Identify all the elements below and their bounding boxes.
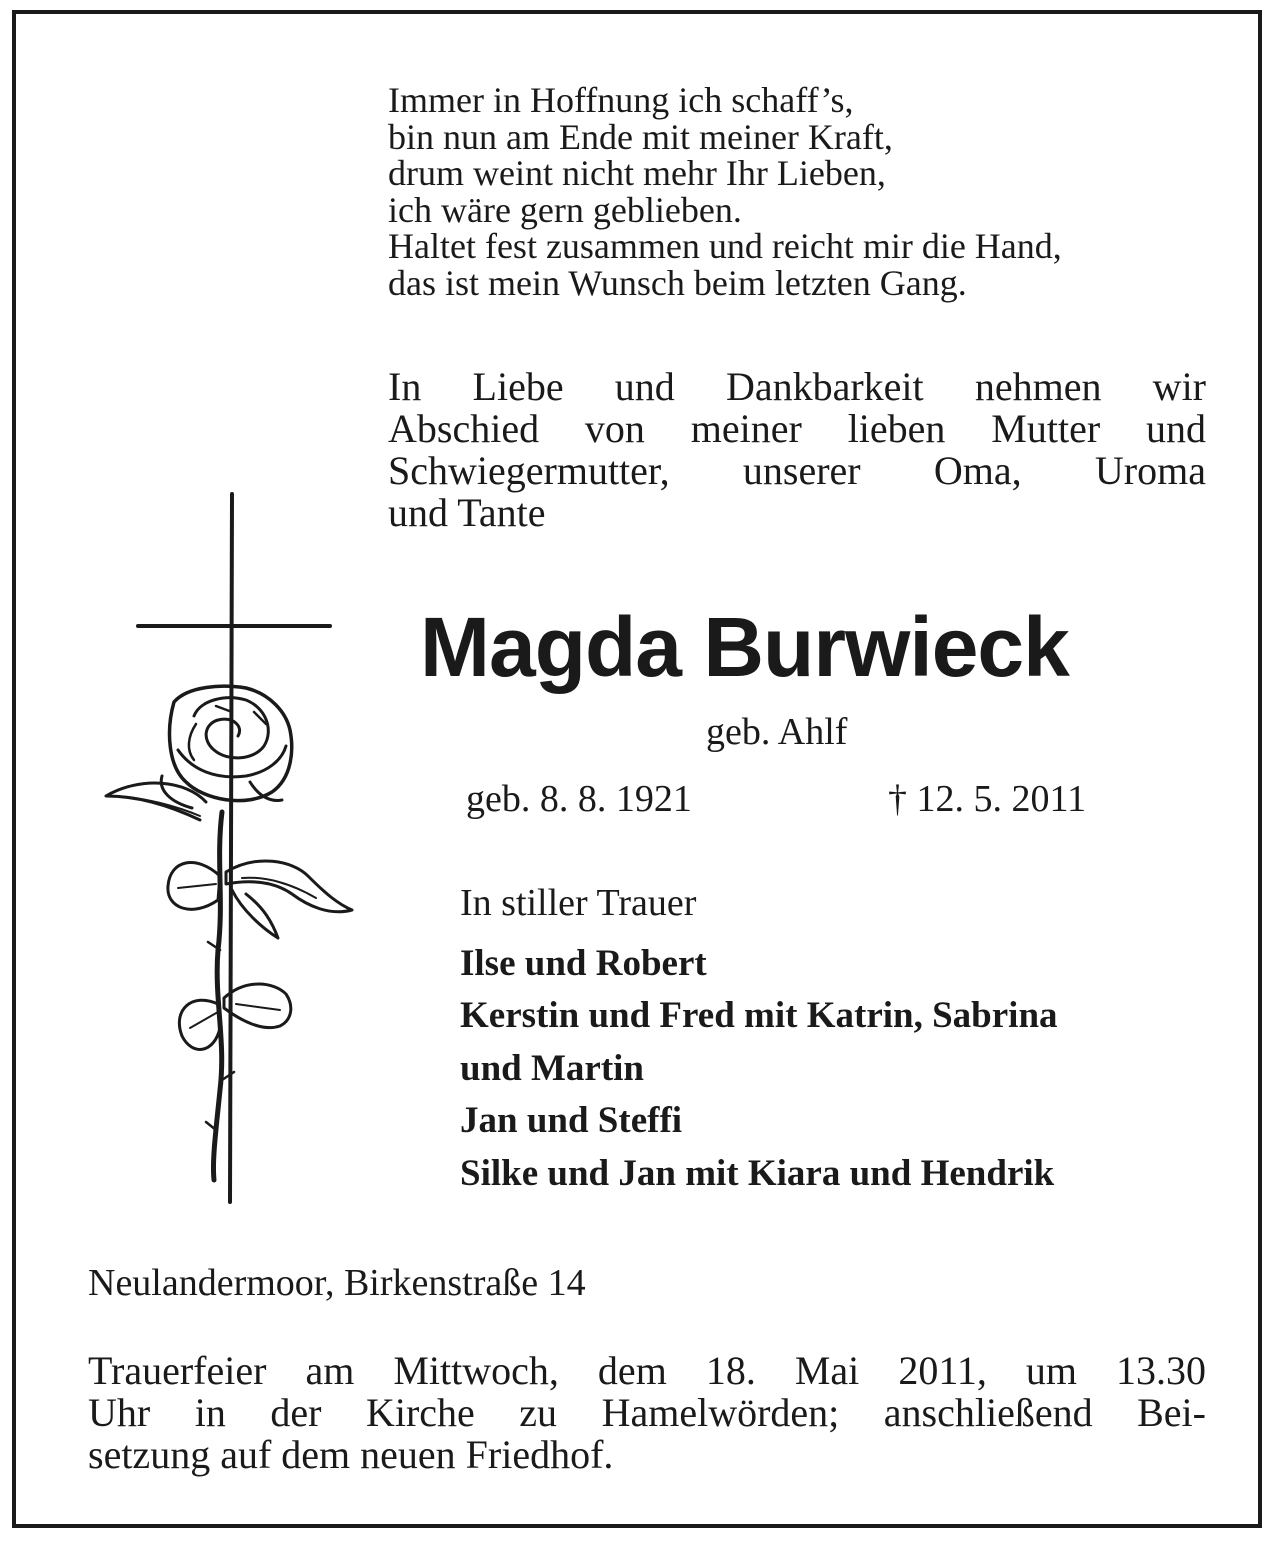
intro-line: In Liebe und Dankbarkeit nehmen wir [388,364,1206,409]
mourner-line: Ilse und Robert [460,943,707,984]
mourning-heading: In stiller Trauer [460,882,697,924]
intro-line: und Tante [388,490,546,535]
poem-line: drum weint nicht mehr Ihr Lieben, [388,153,886,194]
death-date: † 12. 5. 2011 [888,778,1087,820]
service-line: setzung auf dem neuen Friedhof. [88,1432,614,1477]
poem-line: das ist mein Wunsch beim letzten Gang. [388,262,967,303]
family-address: Neulandermoor, Birkenstraße 14 [88,1262,586,1304]
deceased-name: Magda Burwieck [420,600,1069,694]
birth-date: geb. 8. 8. 1921 [466,778,692,820]
mourner-line: und Martin [460,1047,645,1089]
mourner-line: Jan und Steffi [460,1100,683,1142]
obituary-notice [12,10,1262,1528]
service-line: Trauerfeier am Mittwoch, dem 18. Mai 2011, um 13.30 [88,1348,1206,1393]
cross-with-rose-icon [96,480,356,1210]
mourners-list [460,938,1220,1200]
poem-line: bin nun am Ende mit meiner Kraft, [388,116,893,157]
funeral-service-info [88,1350,1206,1476]
intro-line: Abschied von meiner lieben Mutter und [388,406,1206,451]
poem-line: Haltet fest zusammen und reicht mir die Hand, [388,226,1062,267]
maiden-name: geb. Ahlf [706,711,848,753]
poem-line: ich wäre gern geblieben. [388,189,742,230]
service-line: Uhr in der Kirche zu Hamelwörden; anschließend Bei- [88,1390,1206,1435]
intro-line: Schwiegermutter, unserer Oma, Uroma [388,448,1206,493]
poem-verse [388,82,1218,302]
farewell-intro [388,366,1206,534]
mourner-line: Kerstin und Fred mit Katrin, Sabrina [460,995,1058,1037]
mourner-line: Silke und Jan mit Kiara und Hendrik [460,1152,1055,1194]
poem-line: Immer in Hoffnung ich schaff’s, [388,80,854,120]
